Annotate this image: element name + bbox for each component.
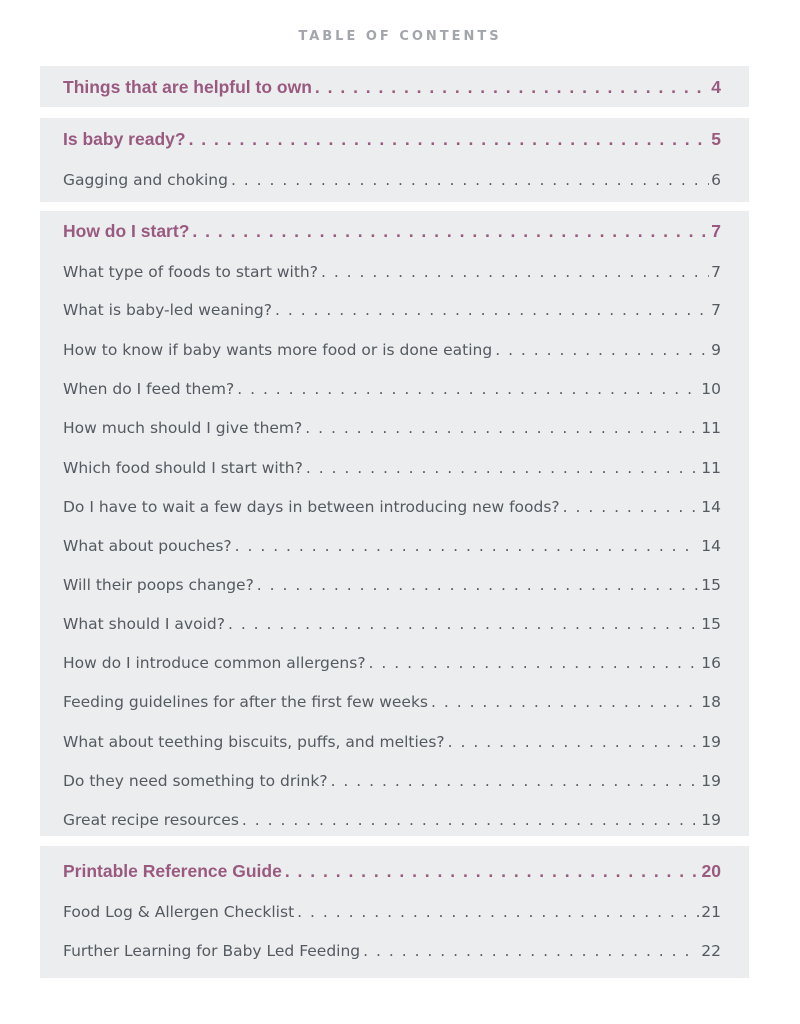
toc-heading[interactable] — [63, 75, 721, 99]
toc-heading-page: 20 — [701, 861, 721, 881]
dot-leader — [254, 573, 699, 597]
toc-entry-label: What about teething biscuits, puffs, and melties? — [63, 733, 445, 751]
dot-leader — [232, 534, 700, 558]
toc-entry-label: How to know if baby wants more food or is done eating — [63, 341, 493, 359]
toc-entry-label: Further Learning for Baby Led Feeding — [63, 942, 361, 960]
dot-leader — [282, 859, 700, 883]
dot-leader — [189, 219, 709, 243]
toc-entry-label: Food Log & Allergen Checklist — [63, 903, 295, 921]
dot-leader — [560, 495, 700, 519]
toc-entry-label: What about pouches? — [63, 537, 232, 555]
dot-leader — [303, 456, 699, 480]
toc-heading-page: 7 — [711, 221, 721, 241]
dot-leader — [302, 416, 699, 440]
toc-heading-label: How do I start? — [63, 221, 190, 241]
toc-entry-label: What should I avoid? — [63, 615, 225, 633]
dot-leader — [492, 338, 709, 362]
toc-entry[interactable] — [63, 416, 721, 440]
toc-entry[interactable] — [63, 939, 721, 963]
toc-entry-label: How much should I give them? — [63, 419, 303, 437]
toc-entry-page: 14 — [701, 537, 721, 555]
toc-entry[interactable] — [63, 260, 721, 284]
toc-entry[interactable] — [63, 730, 721, 754]
toc-heading-label: Is baby ready? — [63, 129, 186, 149]
toc-entry-page: 21 — [701, 903, 721, 921]
toc-entry-page: 19 — [701, 772, 721, 790]
toc-entry[interactable] — [63, 690, 721, 714]
toc-heading[interactable] — [63, 219, 721, 243]
toc-section-helpful-to-own — [40, 66, 749, 107]
toc-entry-page: 16 — [701, 654, 721, 672]
toc-entry-page: 15 — [701, 576, 721, 594]
toc-entry-label: Gagging and choking — [63, 171, 228, 189]
toc-entry[interactable] — [63, 769, 721, 793]
dot-leader — [234, 377, 699, 401]
toc-section-is-baby-ready — [40, 118, 749, 202]
toc-entry-label: Feeding guidelines for after the first few weeks — [63, 693, 429, 711]
dot-leader — [186, 127, 710, 151]
dot-leader — [312, 75, 709, 99]
toc-entry[interactable] — [63, 808, 721, 832]
toc-heading-page: 5 — [711, 129, 721, 149]
dot-leader — [360, 939, 699, 963]
toc-entry-page: 11 — [701, 459, 721, 477]
toc-entry-page: 10 — [701, 380, 721, 398]
toc-heading[interactable] — [63, 127, 721, 151]
toc-entry-label: Do they need something to drink? — [63, 772, 328, 790]
dot-leader — [272, 298, 709, 322]
toc-entry-label: Great recipe resources — [63, 811, 239, 829]
page-title: TABLE OF CONTENTS — [298, 29, 502, 44]
toc-entry-label: Will their poops change? — [63, 576, 254, 594]
toc-section-printable-reference — [40, 846, 749, 978]
toc-entry[interactable] — [63, 495, 721, 519]
dot-leader — [366, 651, 700, 675]
toc-entry[interactable] — [63, 534, 721, 558]
toc-heading-page: 4 — [711, 77, 721, 97]
toc-entry-page: 6 — [711, 171, 721, 189]
toc-entry[interactable] — [63, 338, 721, 362]
toc-entry[interactable] — [63, 377, 721, 401]
dot-leader — [428, 690, 699, 714]
dot-leader — [318, 260, 709, 284]
toc-entry[interactable] — [63, 900, 721, 924]
dot-leader — [294, 900, 699, 924]
toc-entry-page: 19 — [701, 811, 721, 829]
toc-entry[interactable] — [63, 573, 721, 597]
dot-leader — [239, 808, 699, 832]
dot-leader — [228, 168, 709, 192]
toc-entry-label: Which food should I start with? — [63, 459, 303, 477]
toc-entry-label: When do I feed them? — [63, 380, 235, 398]
toc-heading-label: Printable Reference Guide — [63, 861, 282, 881]
toc-heading-label: Things that are helpful to own — [63, 77, 312, 97]
toc-entry-page: 19 — [701, 733, 721, 751]
toc-entry-page: 22 — [701, 942, 721, 960]
toc-entry-page: 7 — [711, 263, 721, 281]
toc-entry-label: How do I introduce common allergens? — [63, 654, 366, 672]
toc-entry[interactable] — [63, 298, 721, 322]
toc-section-how-do-i-start — [40, 211, 749, 836]
toc-entry-page: 11 — [701, 419, 721, 437]
dot-leader — [328, 769, 700, 793]
toc-entry[interactable] — [63, 612, 721, 636]
toc-entry-label: Do I have to wait a few days in between introducing new foods? — [63, 498, 560, 516]
toc-entry-page: 7 — [711, 301, 721, 319]
toc-entry[interactable] — [63, 651, 721, 675]
toc-entry-page: 15 — [701, 615, 721, 633]
toc-entry-page: 14 — [701, 498, 721, 516]
toc-entry-page: 18 — [701, 693, 721, 711]
toc-entry[interactable] — [63, 168, 721, 192]
dot-leader — [445, 730, 700, 754]
toc-entry[interactable] — [63, 456, 721, 480]
dot-leader — [225, 612, 699, 636]
toc-entry-label: What is baby-led weaning? — [63, 301, 272, 319]
toc-heading[interactable] — [63, 859, 721, 883]
toc-entry-label: What type of foods to start with? — [63, 263, 318, 281]
toc-entry-page: 9 — [711, 341, 721, 359]
